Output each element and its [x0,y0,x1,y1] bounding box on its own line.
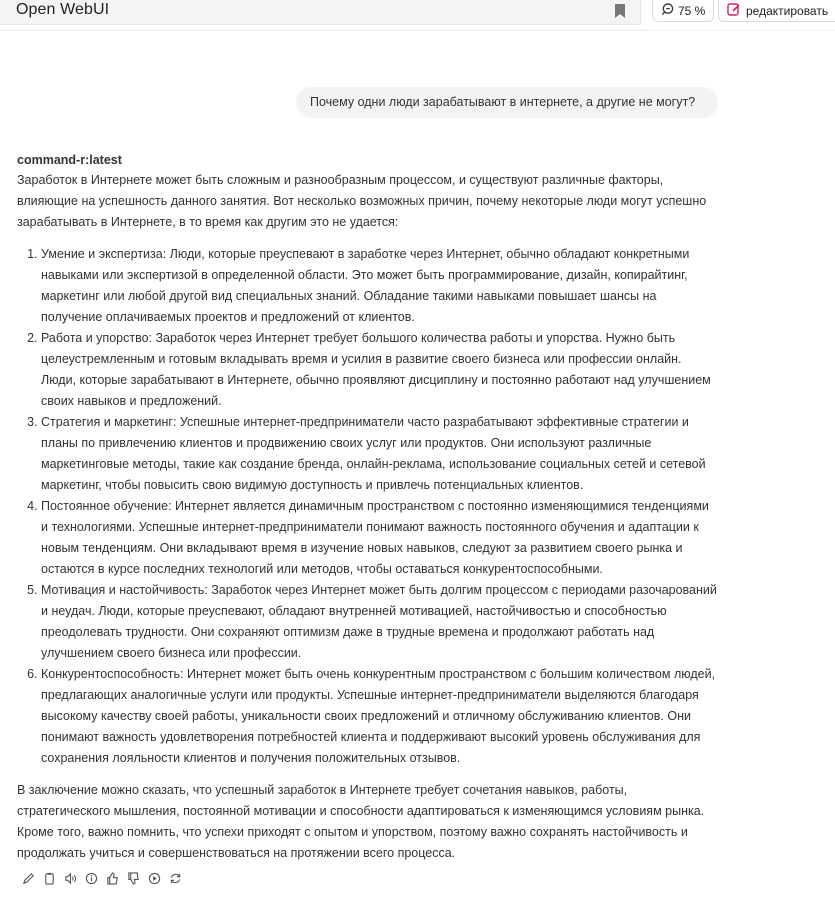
answer-conclusion: В заключение можно сказать, что успешный заработок в Интернете требует сочетания навыков, работы, стратегического мышления, постоянной мотивации и способности адаптироваться к изменяющимся условиям рынка. Кроме того, важно помнить, что успехи приходят с опытом и упорством, поэтому важно сохранять настойчивость и продолжать учиться и совершенствоваться на протяжении всего процесса. [17,783,705,860]
user-message: Почему одни люди зарабатывают в интернете, а другие не могут? [296,87,718,118]
answer-intro: Заработок в Интернете может быть сложным и разнообразным процессом, и существуют различные факторы, влияющие на успешность данного занятия. Вот несколько возможных причин, почему некоторые люди могут успешно зарабатывать в Интернете, в то время как другим это не удается: [17,173,707,229]
zoom-level: 75 % [678,3,706,18]
list-item: 4. Постоянное обучение: Интернет является динамичным пространством с постоянно изменяющимися тенденциями и технологиями. Успешные интернет-предприниматели понимают важность постоянного обучения и адаптации к новым тенденциям. Они вкладывают время в изучение новых навыков, следуют за развитием своего рынка и остаются в курсе последних технологий или методов, чтобы оставаться конкурентоспособными. [41,496,717,580]
zoom-icon [661,3,674,19]
list-item: 5. Мотивация и настойчивость: Заработок через Интернет может быть долгим процессом с периодами разочарований и неудач. Люди, которые преуспевают, обладают внутренней мотивацией, настойчивостью и способностью преодолевать трудности. Они сохраняют оптимизм даже в трудные времена и продолжают работать над улучшением своего бизнеса или профессии. [41,580,717,664]
answer-list [17,244,717,769]
zoom-button[interactable] [652,0,714,22]
speaker-icon[interactable] [62,871,78,885]
browser-topbar [0,0,835,30]
edit-page-icon [727,2,741,19]
list-item: 2. Работа и упорство: Заработок через Интернет требует большого количества работы и упорства. Нужно быть целеустремленным и готовым вкладывать время и усилия в развитие своего бизнеса или профессии онлайн. Люди, которые зарабатывают в Интернете, обычно проявляют дисциплину и постоянно работают над улучшением своих навыков и предложений. [41,328,717,412]
regenerate-icon[interactable] [167,871,183,885]
info-icon[interactable] [83,871,99,885]
thumbs-up-icon[interactable] [104,871,120,885]
list-item: 1. Умение и экспертиза: Люди, которые преуспевают в заработке через Интернет, обычно обладают конкретными навыками или экспертизой в определенной области. Это может быть программирование, дизайн, копирайтинг, маркетинг или любой другой вид специальных знаний. Обладание такими навыками повышает шансы на получение оплачиваемых проектов и предложений от клиентов. [41,244,717,328]
edit-icon[interactable] [20,871,36,885]
play-icon[interactable] [146,871,162,885]
model-name: command-r:latest [17,153,122,167]
assistant-message [17,170,717,864]
copy-icon[interactable] [41,871,57,885]
address-bar[interactable] [0,0,641,25]
thumbs-down-icon[interactable] [125,871,141,885]
message-actions [20,871,183,885]
list-item: 6. Конкурентоспособность: Интернет может быть очень конкурентным пространством с большим количеством людей, предлагающих аналогичные услуги или продукты. Успешные интернет-предприниматели выделяются благодаря высокому качеству своей работы, уникальности своих предложений и отличному обслуживанию клиентов. Они понимают важность удовлетворения потребностей клиента и поддерживают высокий уровень обслуживания для сохранения лояльности клиентов и получения положительных отзывов. [41,664,717,769]
header-divider [0,30,835,31]
bookmark-icon[interactable] [613,3,627,19]
list-item: 3. Стратегия и маркетинг: Успешные интернет-предприниматели часто разрабатывают эффективные стратегии и планы по привлечению клиентов и продвижению своих услуг или продуктов. Они используют различные маркетинговые методы, такие как создание бренда, онлайн-реклама, использование социальных сетей и сетевой маркетинг, чтобы повысить свою видимую доступность и привлечь потенциальных клиентов. [41,412,717,496]
edit-label: редактировать [746,3,829,18]
page-title: Open WebUI [16,1,110,18]
edit-button[interactable] [718,0,835,22]
